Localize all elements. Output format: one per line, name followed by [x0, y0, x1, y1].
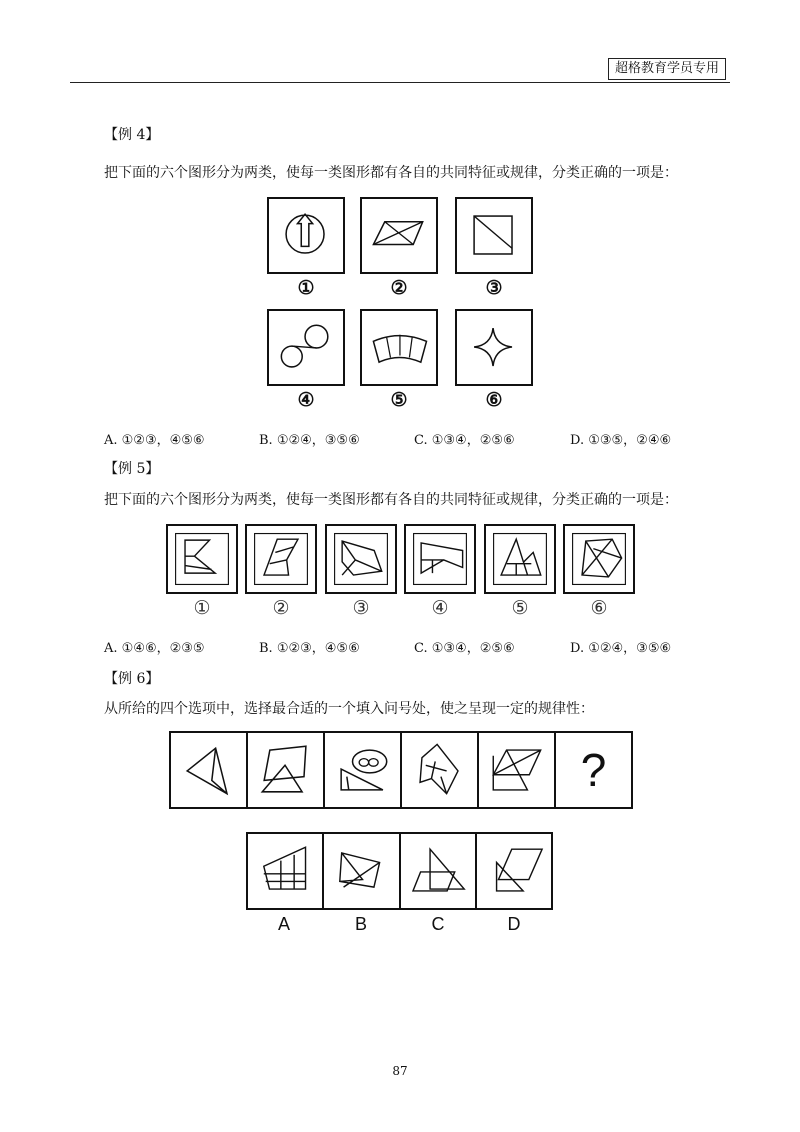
page-number: 87	[392, 1064, 408, 1078]
ex4-option-b[interactable]: B. ①②④，③⑤⑥	[259, 433, 360, 448]
ex5-option-c[interactable]: C. ①③④，②⑤⑥	[414, 641, 515, 656]
grid-trapezoid-figure	[248, 834, 322, 908]
example6-title: 【例 6】	[104, 671, 160, 687]
ellipse-triangle-figure	[325, 733, 400, 807]
example5-question: 把下面的六个图形分为两类，使每一类图形都有各自的共同特征或规律，分类正确的一项是：	[104, 492, 678, 508]
ex6-option-c-figure[interactable]	[401, 834, 477, 908]
folded-shape-figure	[402, 733, 477, 807]
ex4-label-3: ③	[485, 277, 503, 299]
polygon-figure-5	[486, 526, 554, 592]
parallelogram-triangle-figure	[477, 834, 551, 908]
polygon-figure-4	[406, 526, 474, 592]
ex4-label-1: ①	[297, 277, 315, 299]
ex5-label-2: ②	[272, 597, 290, 619]
ex4-label-2: ②	[390, 277, 408, 299]
ex6-option-a-label[interactable]: A	[277, 914, 290, 934]
ex6-option-a-figure[interactable]	[248, 834, 324, 908]
ex4-answer-options	[104, 429, 704, 449]
ex4-figure-5	[360, 309, 438, 386]
ex6-option-b-label[interactable]: B	[354, 914, 367, 934]
ex6-sequence-cell-4	[402, 733, 479, 807]
ex6-options-strip	[246, 832, 553, 910]
fan-segment-figure	[362, 311, 436, 384]
example6-question: 从所给的四个选项中，选择最合适的一个填入问号处，使之呈现一定的规律性：	[104, 701, 594, 717]
ex6-sequence-cell-2	[248, 733, 325, 807]
ex4-label-6: ⑥	[485, 389, 503, 411]
ex6-option-d-figure[interactable]	[477, 834, 551, 908]
ex5-figure-2	[245, 524, 317, 594]
ex6-option-d-label[interactable]: D	[507, 914, 521, 934]
example5-title: 【例 5】	[104, 461, 160, 477]
triangle-figure	[171, 733, 246, 807]
ex5-label-6: ⑥	[590, 597, 608, 619]
ex4-figure-6	[455, 309, 533, 386]
ex5-figure-3	[325, 524, 397, 594]
ex6-sequence-cell-unknown[interactable]	[556, 733, 631, 807]
ex5-answer-options	[104, 637, 704, 657]
ex5-label-1: ①	[193, 597, 211, 619]
ex4-label-5: ⑤	[390, 389, 408, 411]
ex6-sequence-cell-1	[171, 733, 248, 807]
question-mark: ?	[580, 744, 607, 796]
ex4-option-c[interactable]: C. ①③④，②⑤⑥	[414, 433, 515, 448]
four-point-star-figure	[457, 311, 531, 384]
parallelogram-figure	[362, 199, 436, 272]
ex5-label-5: ⑤	[511, 597, 529, 619]
ex4-option-d[interactable]: D. ①③⑤，②④⑥	[570, 433, 672, 448]
parallelogram-cross-figure	[479, 733, 554, 807]
polygon-figure-6	[565, 526, 633, 592]
triangle-parallelogram-figure	[401, 834, 475, 908]
ex5-option-b[interactable]: B. ①②③，④⑤⑥	[259, 641, 360, 656]
quad-triangle-figure	[248, 733, 323, 807]
ex6-sequence-cell-3	[325, 733, 402, 807]
ex5-figure-5	[484, 524, 556, 594]
ex5-label-3: ③	[352, 597, 370, 619]
circle-arrow-figure	[269, 199, 343, 272]
ex4-label-4: ④	[297, 389, 315, 411]
ex5-label-4: ④	[431, 597, 449, 619]
example4-title: 【例 4】	[104, 127, 160, 143]
polygon-figure-1	[168, 526, 236, 592]
ex4-figure-1	[267, 197, 345, 274]
two-circles-figure	[269, 311, 343, 384]
ex6-sequence-strip	[169, 731, 633, 809]
header-rule	[70, 82, 730, 83]
ex5-figure-1	[166, 524, 238, 594]
header-tag: 超格教育学员专用	[608, 58, 726, 80]
ex5-option-d[interactable]: D. ①②④，③⑤⑥	[570, 641, 672, 656]
ex6-option-b-figure[interactable]	[324, 834, 400, 908]
ex6-option-c-label[interactable]: C	[431, 914, 445, 934]
square-diagonal-figure	[457, 199, 531, 272]
ex4-figure-4	[267, 309, 345, 386]
ex4-option-a[interactable]: A. ①②③，④⑤⑥	[104, 433, 205, 448]
polygon-figure-3	[327, 526, 395, 592]
crossed-triangles-figure	[324, 834, 398, 908]
example4-question: 把下面的六个图形分为两类，使每一类图形都有各自的共同特征或规律，分类正确的一项是：	[104, 165, 678, 181]
ex5-figure-4	[404, 524, 476, 594]
ex6-sequence-cell-5	[479, 733, 556, 807]
ex5-figure-6	[563, 524, 635, 594]
ex4-figure-2	[360, 197, 438, 274]
ex4-figure-3	[455, 197, 533, 274]
polygon-figure-2	[247, 526, 315, 592]
ex5-option-a[interactable]: A. ①④⑥，②③⑤	[104, 641, 205, 656]
